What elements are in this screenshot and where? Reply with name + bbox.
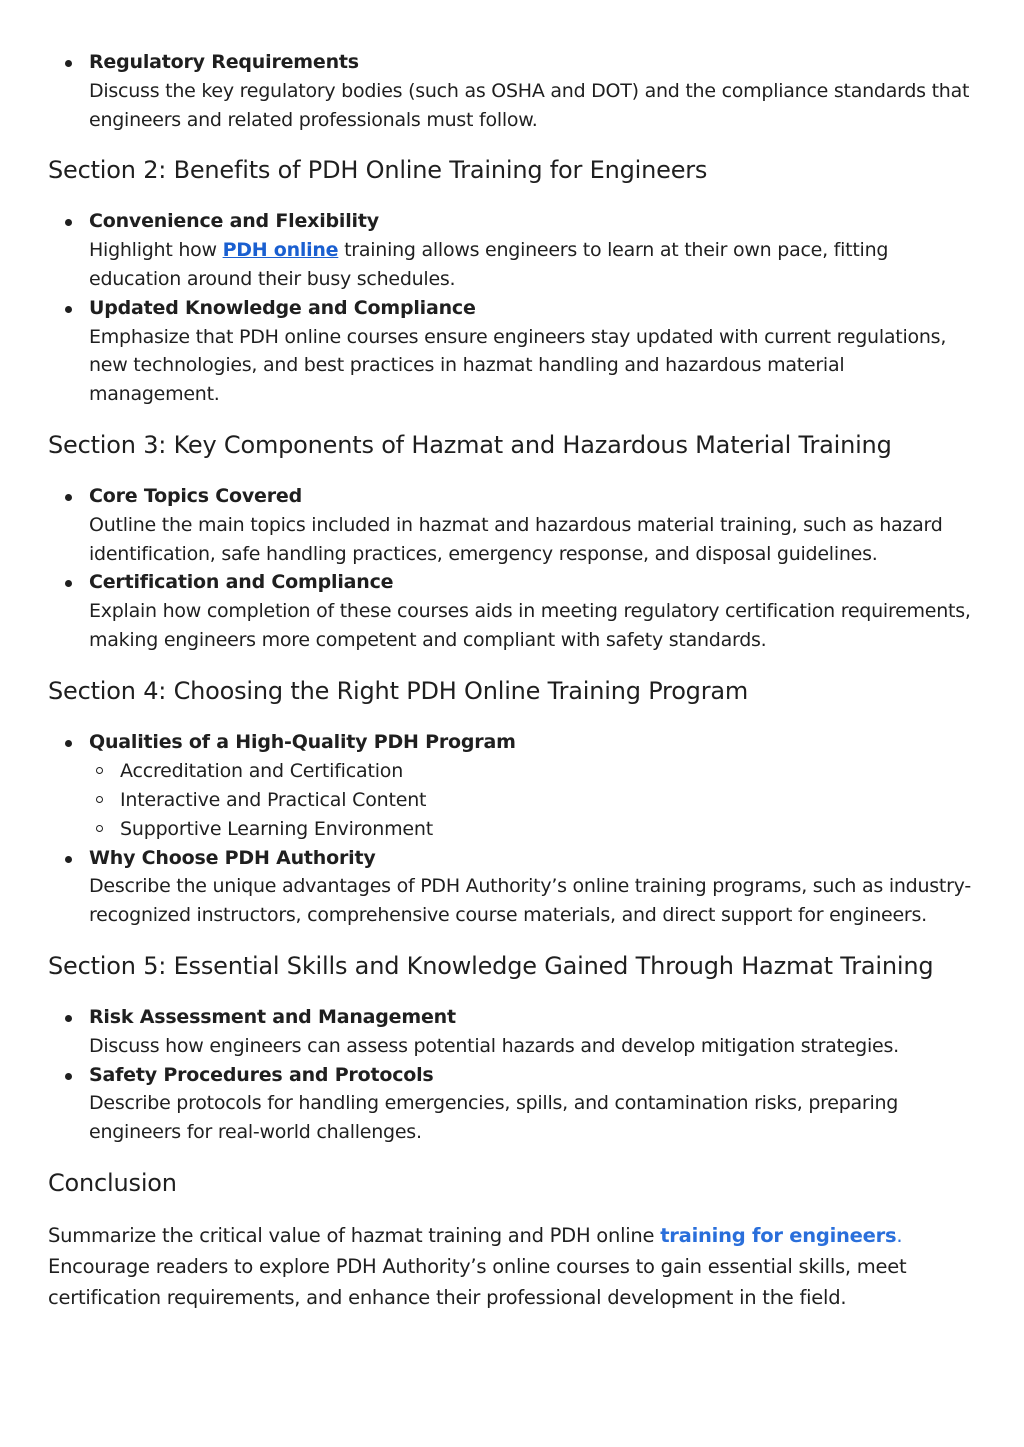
list-item bbox=[89, 1061, 976, 1147]
list-item bbox=[89, 568, 976, 654]
description-text: Highlight how bbox=[89, 239, 223, 262]
bullet-circle-icon bbox=[96, 767, 103, 774]
list-item bbox=[89, 294, 976, 409]
item-description: Describe protocols for handling emergencies, spills, and contamination risks, preparing engineers for real-world challenges. bbox=[89, 1092, 899, 1144]
conclusion-heading: Conclusion bbox=[48, 1168, 177, 1197]
item-description: Outline the main topics included in hazmat and hazardous material training, such as hazard identification, safe handling practices, emergency response, and disposal guidelines. bbox=[89, 513, 943, 565]
section-4-heading: Section 4: Choosing the Right PDH Online Training Program bbox=[48, 676, 749, 705]
list-item bbox=[89, 48, 976, 134]
bullet-circle-icon bbox=[96, 825, 103, 832]
section-2-list bbox=[48, 207, 976, 409]
item-title: Safety Procedures and Protocols bbox=[89, 1063, 434, 1086]
item-title: Core Topics Covered bbox=[89, 484, 302, 507]
item-description bbox=[89, 236, 976, 294]
section-5-heading: Section 5: Essential Skills and Knowledge Gained Through Hazmat Training bbox=[48, 951, 934, 980]
description-text: training allows engineers to learn at their own pace, fitting education around their busy schedules. bbox=[89, 239, 889, 290]
item-title: Risk Assessment and Management bbox=[89, 1005, 456, 1028]
conclusion-text: Encourage readers to explore PDH Authority’s online courses to gain essential skills, meet certification requirements, and enhance their professional development in the field. bbox=[48, 1254, 907, 1309]
item-description: Explain how completion of these courses aids in meeting regulatory certification requirements, making engineers more competent and compliant with safety standards. bbox=[89, 600, 971, 651]
item-description: Describe the unique advantages of PDH Authority’s online training programs, such as industry-recognized instructors, comprehensive course materials, and direct support for engineers. bbox=[89, 875, 971, 927]
item-description: Discuss how engineers can assess potential hazards and develop mitigation strategies. bbox=[89, 1034, 899, 1057]
list-item bbox=[89, 844, 976, 930]
sub-list-item bbox=[120, 815, 976, 844]
item-description: Emphasize that PDH online courses ensure engineers stay updated with current regulations, new technologies, and best practices in hazmat handling and hazardous material management. bbox=[89, 325, 947, 406]
bullet-circle-icon bbox=[96, 796, 103, 803]
bullet-dot-icon bbox=[65, 856, 72, 863]
sub-item-label: Interactive and Practical Content bbox=[120, 788, 427, 811]
section-3-list bbox=[48, 482, 976, 655]
section-2-heading: Section 2: Benefits of PDH Online Training for Engineers bbox=[48, 156, 708, 185]
section-3-heading: Section 3: Key Components of Hazmat and Hazardous Material Training bbox=[48, 430, 892, 459]
bullet-dot-icon bbox=[65, 60, 72, 67]
link-period: . bbox=[896, 1223, 903, 1247]
sub-list-item bbox=[120, 786, 976, 815]
section-4-list bbox=[48, 728, 976, 930]
item-title: Certification and Compliance bbox=[89, 571, 394, 594]
sub-list-item bbox=[120, 757, 976, 786]
list-item bbox=[89, 728, 976, 844]
sub-list bbox=[89, 757, 976, 844]
training-for-engineers-link[interactable]: training for engineers bbox=[660, 1223, 897, 1247]
list-item bbox=[89, 207, 976, 293]
bullet-dot-icon bbox=[65, 219, 72, 226]
list-item bbox=[89, 1003, 976, 1061]
bullet-dot-icon bbox=[65, 1073, 72, 1080]
list-item bbox=[89, 482, 976, 568]
bullet-dot-icon bbox=[65, 740, 72, 747]
item-title: Why Choose PDH Authority bbox=[89, 846, 376, 869]
section-5-list bbox=[48, 1003, 976, 1147]
bullet-dot-icon bbox=[65, 494, 72, 501]
bullet-dot-icon bbox=[65, 306, 72, 313]
item-title: Updated Knowledge and Compliance bbox=[89, 296, 476, 319]
conclusion-text: Summarize the critical value of hazmat training and PDH online bbox=[48, 1223, 661, 1247]
bullet-dot-icon bbox=[65, 580, 72, 587]
conclusion-paragraph bbox=[48, 1220, 976, 1313]
sub-item-label: Accreditation and Certification bbox=[120, 759, 404, 782]
item-title: Convenience and Flexibility bbox=[89, 210, 379, 233]
item-title: Qualities of a High-Quality PDH Program bbox=[89, 730, 516, 753]
sub-item-label: Supportive Learning Environment bbox=[120, 817, 434, 840]
pdh-online-link[interactable]: PDH online bbox=[222, 239, 339, 262]
item-title: Regulatory Requirements bbox=[89, 51, 359, 73]
item-description: Discuss the key regulatory bodies (such as OSHA and DOT) and the compliance standards that engineers and related professionals must follow. bbox=[89, 79, 970, 131]
intro-list bbox=[48, 48, 976, 134]
bullet-dot-icon bbox=[65, 1015, 72, 1022]
